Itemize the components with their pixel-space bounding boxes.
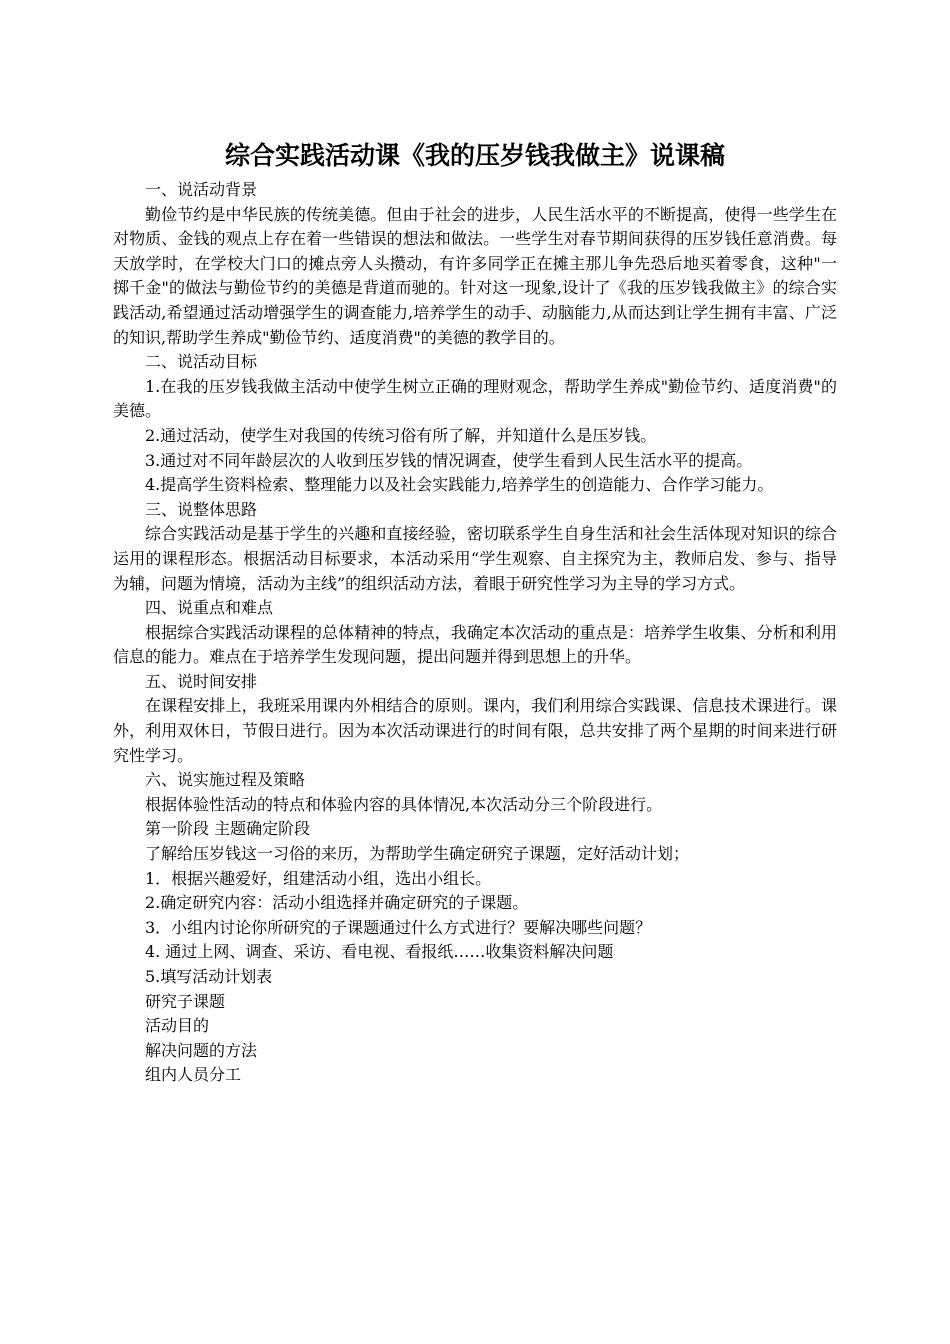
paragraph: 4. 通过上网、调查、采访、看电视、看报纸……收集资料解决问题 xyxy=(145,942,614,962)
paragraph: 3．小组内讨论你所研究的子课题通过什么方式进行？要解决哪些问题？ xyxy=(145,917,652,937)
section-heading: 五、说时间安排 xyxy=(145,671,258,691)
section-heading: 四、说重点和难点 xyxy=(145,598,274,618)
paragraph: 解决问题的方法 xyxy=(145,1040,258,1060)
section-heading: 二、说活动目标 xyxy=(145,352,258,372)
paragraph: 了解给压岁钱这一习俗的来历，为帮助学生确定研究子课题，定好活动计划； xyxy=(145,844,690,864)
paragraph: 勤俭节约是中华民族的传统美德。但由于社会的进步，人民生活水平的不断提高，使得一些学生在对物质、金钱的观点上存在着一些错误的想法和做法。一些学生对春节期间获得的压岁钱任意消费。每天放学时，在学校大门口的摊点旁人头攒动，有许多同学正在摊主那儿争先恐后地买着零食，这种"一掷千金"的做法与勤俭节约的美德是背道而驰的。针对这一现象,设计了《我的压岁钱我做主》的综合实践活动,希望通过活动增强学生的调查能力,培养学生的动手、动脑能力,从而达到让学生拥有丰富、广泛的知识,帮助学生养成"勤俭节约、适度消费"的美德的教学目的。 xyxy=(113,204,837,347)
paragraph: 组内人员分工 xyxy=(145,1065,242,1085)
section-heading: 六、说实施过程及策略 xyxy=(145,770,306,790)
paragraph: 研究子课题 xyxy=(145,991,226,1011)
paragraph: 5.填写活动计划表 xyxy=(145,967,273,986)
section-heading: 三、说整体思路 xyxy=(145,499,258,519)
paragraph: 综合实践活动是基于学生的兴趣和直接经验，密切联系学生自身生活和社会生活体现对知识的综合运用的课程形态。根据活动目标要求，本活动采用“学生观察、自主探究为主，教师启发、参与、指导为辅，问题为情境，活动为主线”的组织活动方法，着眼于研究性学习为主导的学习方式。 xyxy=(113,524,837,593)
paragraph: 3.通过对不同年龄层次的人收到压岁钱的情况调查，使学生看到人民生活水平的提高。 xyxy=(145,450,753,470)
document-body xyxy=(113,178,837,1088)
paragraph: 根据综合实践活动课程的总体精神的特点，我确定本次活动的重点是：培养学生收集、分析和利用信息的能力。难点在于培养学生发现问题，提出问题并得到思想上的升华。 xyxy=(113,622,837,667)
section-heading: 一、说活动背景 xyxy=(145,180,258,199)
paragraph: 2.确定研究内容：活动小组选择并确定研究的子课题。 xyxy=(145,893,529,913)
paragraph: 活动目的 xyxy=(145,1016,210,1036)
document-page xyxy=(113,136,837,1088)
paragraph: 4.提高学生资料检索、整理能力以及社会实践能力,培养学生的创造能力、合作学习能力。 xyxy=(145,475,774,495)
paragraph: 第一阶段 主题确定阶段 xyxy=(145,819,311,839)
paragraph: 在课程安排上，我班采用课内外相结合的原则。课内，我们利用综合实践课、信息技术课进行。课外，利用双休日，节假日进行。因为本次活动课进行的时间有限，总共安排了两个星期的时间来进行研究性学习。 xyxy=(113,696,837,765)
paragraph: 根据体验性活动的特点和体验内容的具体情况,本次活动分三个阶段进行。 xyxy=(145,794,663,814)
document-title: 综合实践活动课《我的压岁钱我做主》说课稿 xyxy=(224,141,725,170)
paragraph: 1．根据兴趣爱好，组建活动小组，选出小组长。 xyxy=(145,868,492,888)
paragraph: 1.在我的压岁钱我做主活动中使学生树立正确的理财观念，帮助学生养成"勤俭节约、适度消费"的美德。 xyxy=(113,376,837,421)
paragraph: 2.通过活动，使学生对我国的传统习俗有所了解，并知道什么是压岁钱。 xyxy=(145,425,657,445)
